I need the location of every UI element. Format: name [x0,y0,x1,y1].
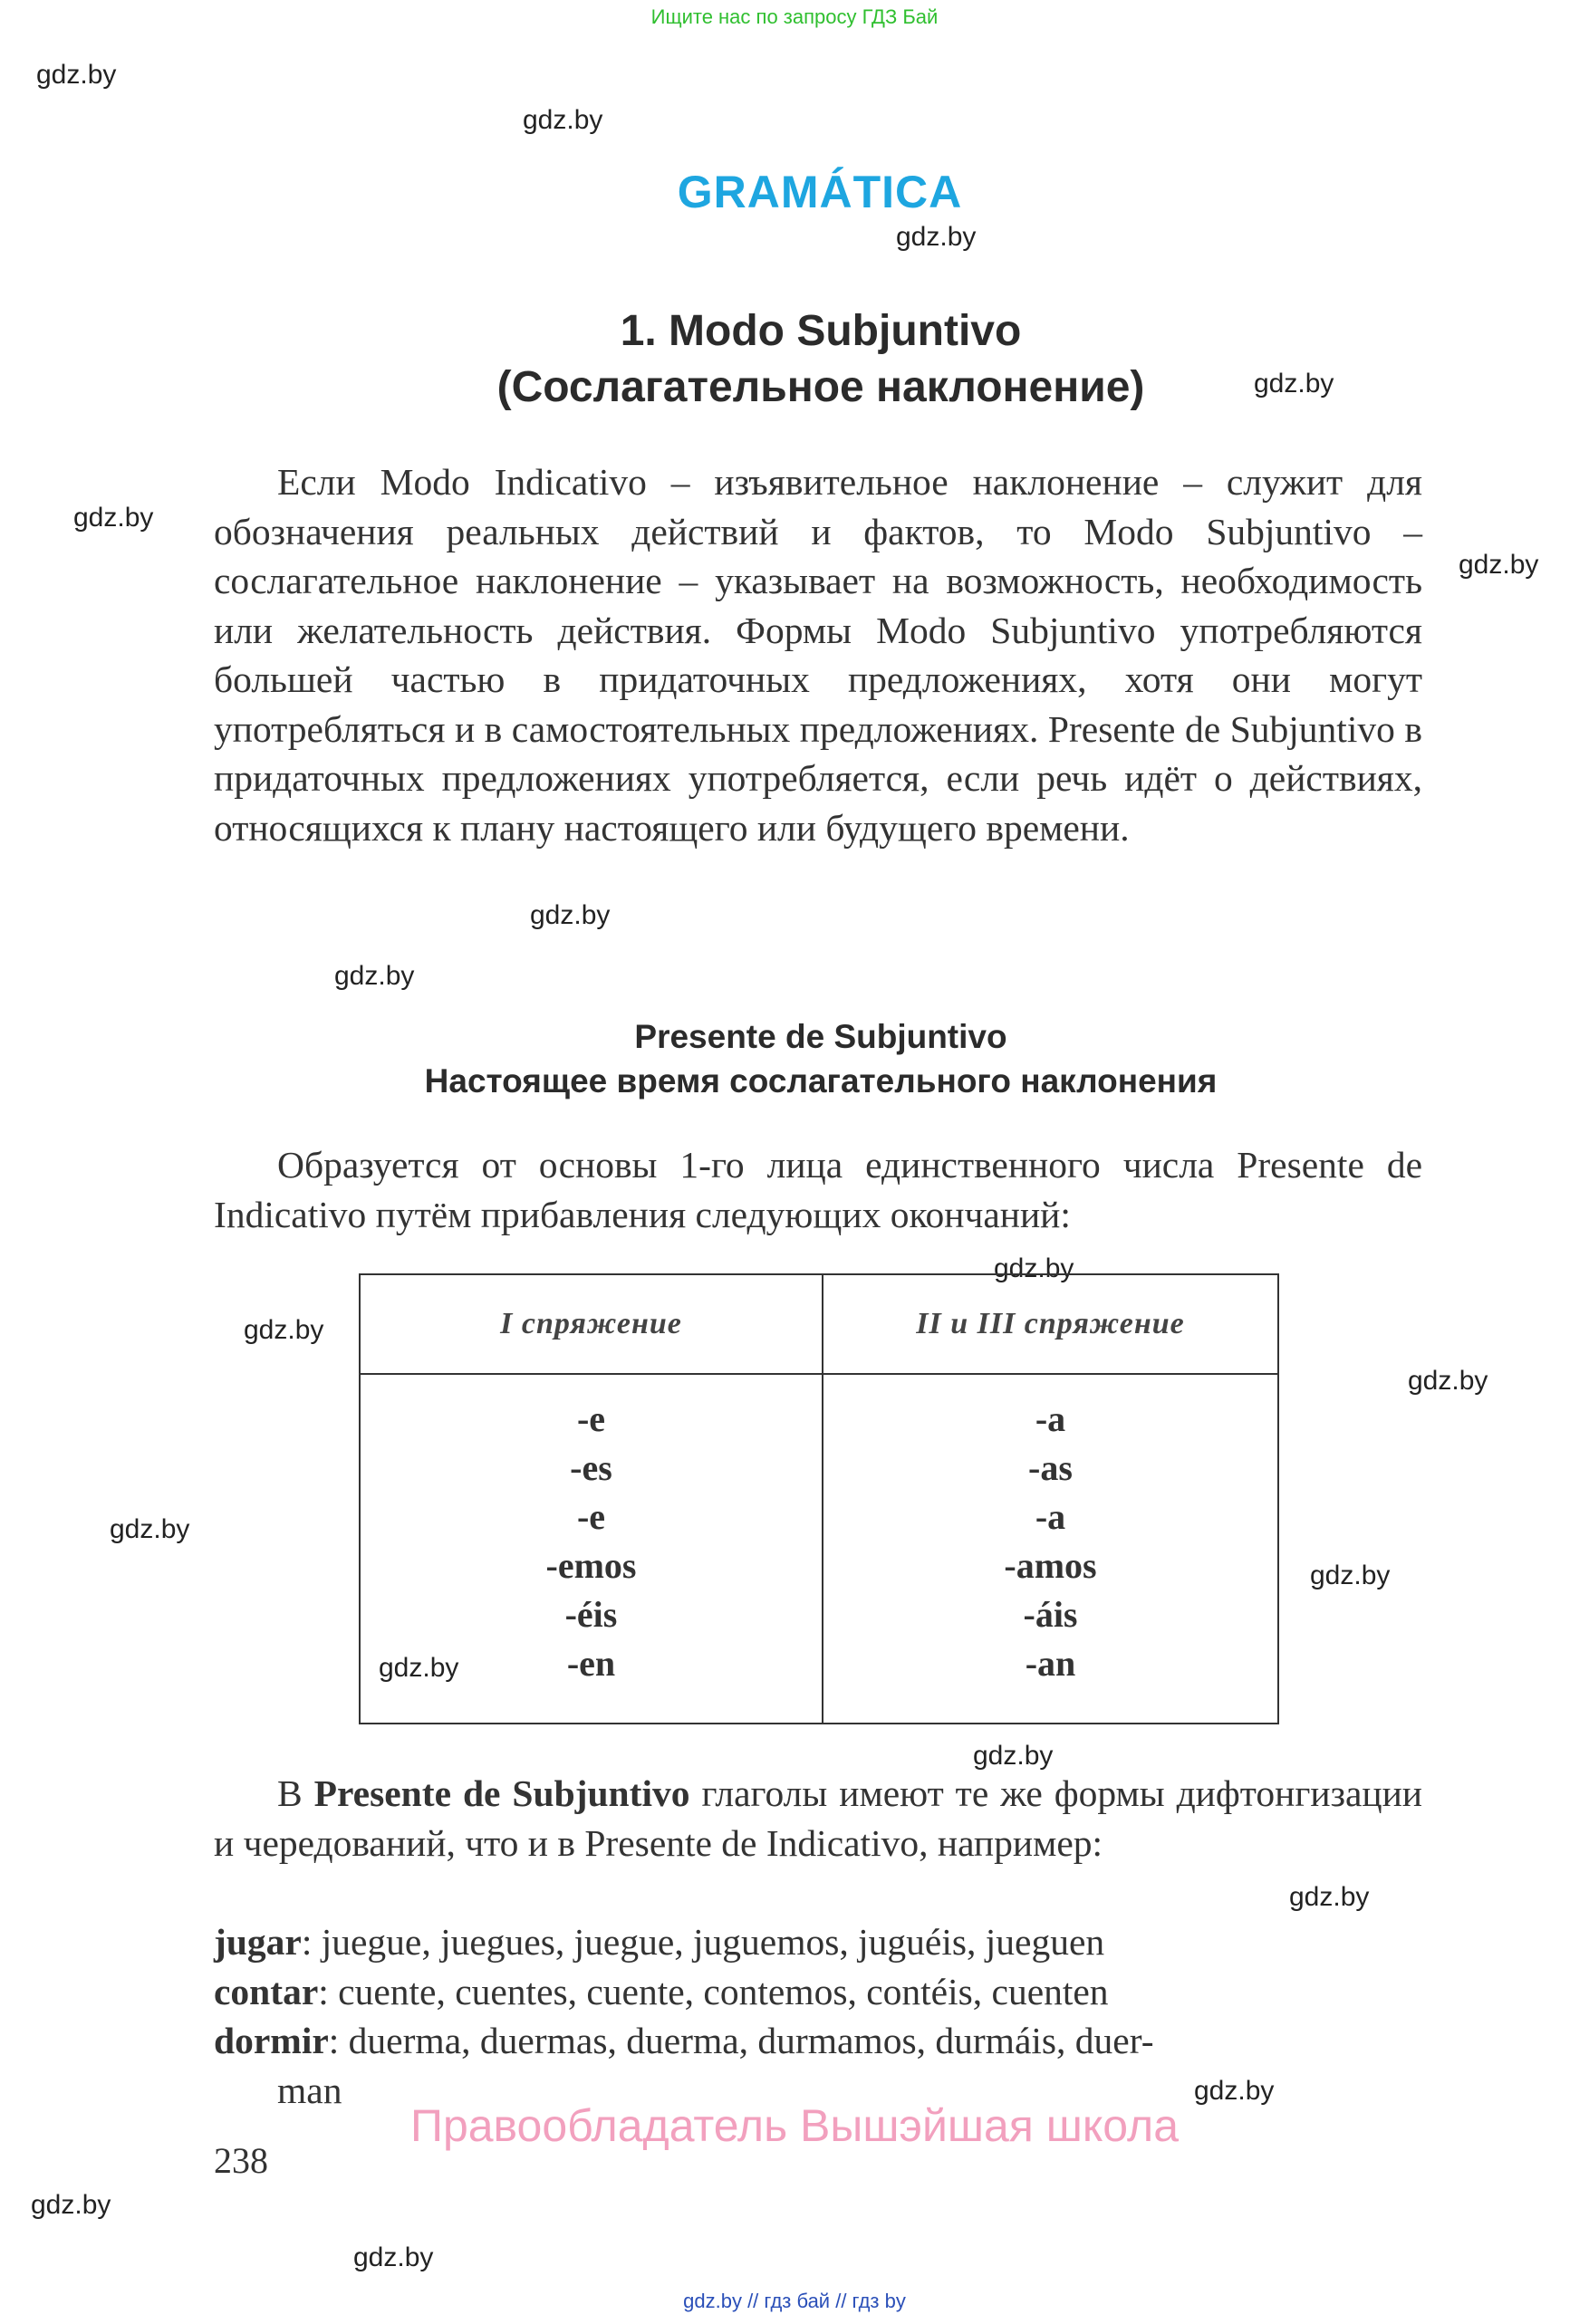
verb-forms: : duerma, duermas, duerma, durmamos, durmáis, duer- [328,2020,1154,2061]
first-conjugation-endings [361,1395,822,1688]
verb-forms: : juegue, juegues, juegue, juguemos, juguéis, jueguen [301,1921,1105,1963]
ending: -a [1035,1398,1066,1439]
chapter-heading: GRAMÁTICA [677,167,963,217]
section-subtitle: (Сослагательное наклонение) [496,363,1145,411]
paragraph-term: Presente de Subjuntivo [313,1772,690,1814]
verb-infinitive: jugar [214,1921,302,1963]
watermark: gdz.by [353,2242,434,2272]
ending: -an [1025,1643,1076,1684]
watermark: gdz.by [973,1741,1054,1771]
verb-example [214,2016,1428,2066]
ending: -éis [564,1594,618,1635]
watermark: gdz.by [334,961,415,991]
diphthong-paragraph [214,1769,1422,1868]
table-header-second-third-conjugation: II и III спряжение [916,1307,1185,1340]
ending: -e [576,1398,606,1439]
verb-infinitive: contar [214,1970,319,2012]
watermark: gdz.by [896,222,977,252]
watermark: gdz.by [1310,1561,1391,1590]
ending: -es [570,1447,612,1488]
watermark: gdz.by [110,1514,190,1544]
ending: -áis [1023,1594,1078,1635]
page-number: 238 [214,2140,268,2181]
second-third-conjugation-endings [823,1395,1277,1688]
watermark: gdz.by [1289,1882,1370,1912]
watermark: gdz.by [379,1653,459,1683]
watermark: gdz.by [994,1253,1074,1283]
paragraph-lead: В [277,1772,314,1814]
subsection-subtitle: Настоящее время сослагательного наклонения [424,1062,1218,1100]
watermark: gdz.by [1459,550,1539,580]
top-banner: Ищите нас по запросу ГДЗ Бай [650,5,939,28]
watermark: gdz.by [530,900,611,930]
watermark: gdz.by [31,2190,111,2220]
watermark: gdz.by [1254,369,1334,399]
watermark: gdz.by [523,105,603,135]
rights-holder: Правообладатель Вышэйшая школа [410,2100,1179,2151]
ending: -a [1035,1496,1066,1537]
section-title: 1. Modo Subjuntivo [620,307,1022,355]
ending: -en [566,1643,616,1684]
watermark: gdz.by [36,60,117,90]
verb-examples [214,1917,1428,2115]
ending: -as [1028,1447,1073,1488]
table-header-first-conjugation: I спряжение [500,1307,682,1340]
intro-paragraph: Если Modo Indicativo – изъявительное наклонение – служит для обозначения реальных действий и фактов, то Modo Subjuntivo – сослагательное наклонение – указывает на возможность, необходимость или желательность действия. Формы Modo Subjuntivo употребляются большей частью в придаточных предложениях, хотя они могут употребляться и в самостоятельных предложениях. Presente de Subjuntivo в придаточных предложениях употребляется, если речь идёт о действиях, относящихся к плану настоящего или будущего времени. [214,461,1422,849]
ending: -amos [1004,1545,1097,1586]
paragraph-text: глаголы имеют те же формы дифтонгизации и чередований, что и в Presente de Indicativo, например: [214,1772,1423,1864]
footer-links: gdz.by // гдз бай // гдз by [683,2290,906,2312]
table-header-divider [361,1373,1277,1375]
verb-infinitive: dormir [214,2020,329,2061]
verb-example [214,1967,1428,2017]
watermark: gdz.by [1194,2076,1275,2106]
ending: -emos [545,1545,637,1586]
watermark: gdz.by [244,1315,324,1345]
endings-table [359,1273,1279,1724]
verb-example-continuation: man [277,2069,342,2111]
verb-forms: : cuente, cuentes, cuente, contemos, contéis, cuenten [318,1970,1109,2012]
watermark: gdz.by [73,503,154,533]
ending: -e [576,1496,606,1537]
watermark: gdz.by [1408,1366,1488,1396]
formation-paragraph: Образуется от основы 1-го лица единственного числа Presente de Indicativo путём прибавления следующих окончаний: [214,1144,1422,1235]
subsection-title: Presente de Subjuntivo [634,1018,1007,1055]
verb-example [214,1917,1428,1967]
